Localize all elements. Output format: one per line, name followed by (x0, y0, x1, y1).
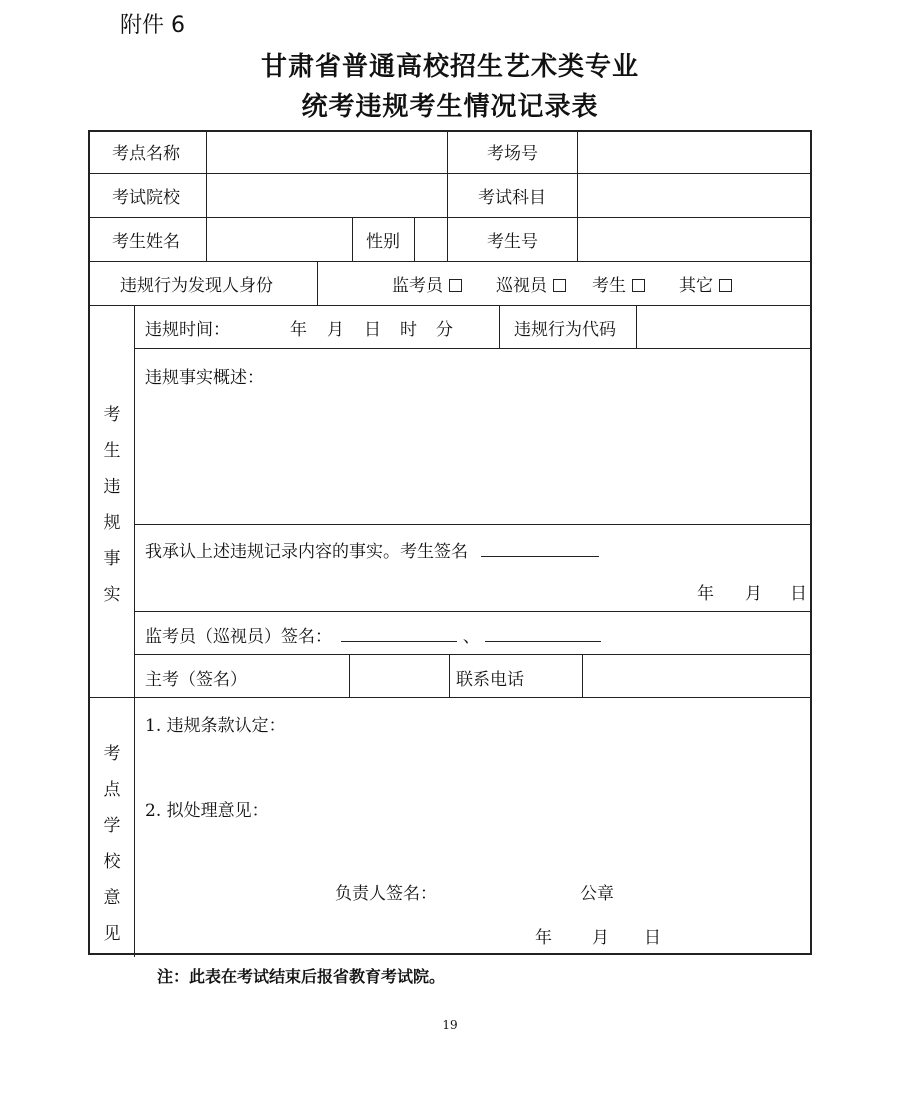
opinion-date-year: 年 (535, 928, 552, 948)
label-candidate-name: 考生姓名 (112, 232, 180, 252)
footer-note: 注：此表在考试结束后报省教育考试院。 (157, 967, 446, 986)
page-number: 19 (442, 1018, 458, 1032)
attachment-label: 附件 6 (120, 13, 185, 38)
violation-section-label: 考 生 违 规 事 实 (103, 405, 121, 605)
time-unit-month: 月 (327, 320, 344, 340)
proctor-signature-row: 监考员（巡视员）签名： 、 (145, 627, 601, 647)
label-exam-site-name: 考点名称 (112, 144, 180, 164)
form-title-line1: 甘肃省普通高校招生艺术类专业 (260, 52, 639, 82)
checkbox-proctor[interactable] (449, 279, 462, 292)
time-unit-hour: 时 (400, 320, 417, 340)
ack-date-day: 日 (790, 584, 807, 604)
label-violation-time: 违规时间： (145, 320, 230, 340)
opinion-date-day: 日 (644, 928, 661, 948)
candidate-signature-line[interactable] (481, 542, 599, 557)
ack-date-year: 年 (697, 584, 714, 604)
label-violation-code: 违规行为代码 (514, 320, 616, 340)
checkbox-other[interactable] (719, 279, 732, 292)
opinion-item-clause: 1. 违规条款认定： (145, 716, 286, 736)
identity-option-inspector: 巡视员 (496, 276, 566, 296)
label-discoverer-identity: 违规行为发现人身份 (120, 276, 273, 296)
label-exam-college: 考试院校 (112, 188, 180, 208)
label-chief-sign: 主考（签名） (145, 670, 247, 690)
proctor-signature-line-2[interactable] (485, 627, 601, 642)
identity-option-other: 其它 (679, 276, 732, 296)
checkbox-candidate[interactable] (632, 279, 645, 292)
time-unit-year: 年 (290, 320, 307, 340)
ack-date-month: 月 (745, 584, 762, 604)
opinion-section-label: 考 点 学 校 意 见 (103, 744, 121, 944)
identity-option-candidate: 考生 (592, 276, 645, 296)
label-violation-facts: 违规事实概述： (145, 368, 264, 388)
time-unit-minute: 分 (436, 320, 453, 340)
candidate-acknowledge-line: 我承认上述违规记录内容的事实。考生签名 (145, 542, 599, 562)
label-responsible-sign: 负责人签名： (335, 884, 437, 904)
record-form-table (88, 130, 812, 955)
identity-option-proctor: 监考员 (392, 276, 462, 296)
time-unit-day: 日 (364, 320, 381, 340)
label-gender: 性别 (366, 232, 400, 252)
opinion-date-month: 月 (592, 928, 609, 948)
label-candidate-no: 考生号 (487, 232, 538, 252)
opinion-item-handling: 2. 拟处理意见： (145, 801, 269, 821)
checkbox-inspector[interactable] (553, 279, 566, 292)
form-title-line2: 统考违规考生情况记录表 (301, 92, 599, 122)
label-exam-room-no: 考场号 (487, 144, 538, 164)
proctor-signature-line-1[interactable] (341, 627, 457, 642)
label-phone: 联系电话 (456, 670, 524, 690)
label-exam-subject: 考试科目 (478, 188, 546, 208)
label-official-seal: 公章 (580, 884, 614, 904)
